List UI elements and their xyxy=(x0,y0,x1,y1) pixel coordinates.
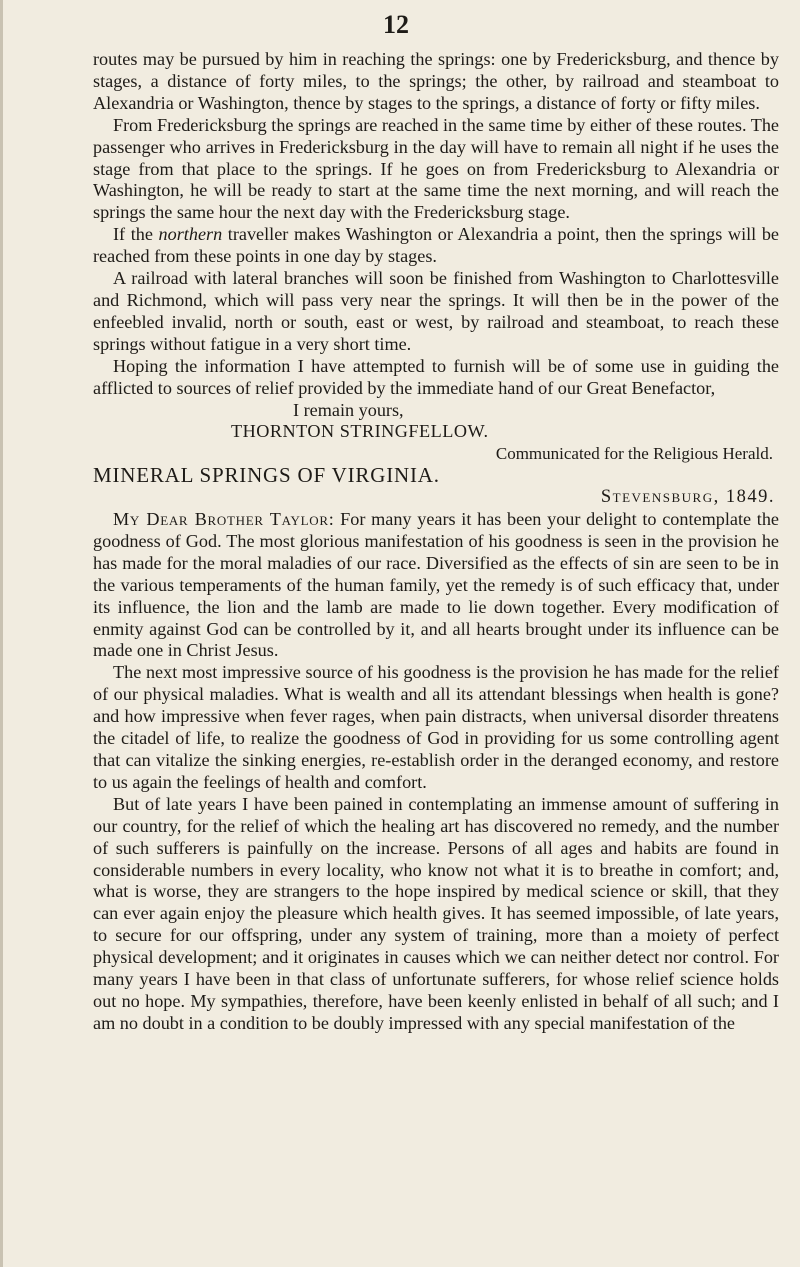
dateline: Stevensburg, 1849. xyxy=(600,487,775,508)
paragraph: routes may be pursued by him in reaching the springs: one by Fredericksburg, and thence by stages, a distance of forty miles, to the springs; the other, by railroad and steamboat to Alexandria or Washington, thence by stages to the springs, a distance of forty or fifty miles. xyxy=(93,49,779,113)
paragraph: But of late years I have been pained in contemplating an immense amount of suffering in our country, for the relief of which the healing art has discovered no remedy, and the number of such sufferers is painfully on the increase. Persons of all ages and habits are found in considerable numbers in every locality, who know not what it is to breathe in comfort; and, what is worse, they are strangers to the hope inspired by medical science or skill, that they can ever again enjoy the pleasure which health gives. It has seemed impossible, of late years, to secure for our offspring, under any system of training, more than a moiety of perfect physical development; and it originates in causes which we can neither detect nor control. For many years I have been in that class of unfortunate sufferers, for whose relief science holds out no hope. My sympathies, therefore, have been keenly enlisted in behalf of all such; and I am no doubt in a condition to be doubly impressed with any special manifestation of the xyxy=(93,793,779,1033)
section-heading: MINERAL SPRINGS OF VIRGINIA. xyxy=(93,463,440,488)
paragraph: The next most impressive source of his goodness is the provision he has made for the relief of our physical maladies. What is wealth and all its attendant blessings when health is gone? and how impressive when fever rages, when pain distracts, when universal disorder threatens the citadel of life, to realize the goodness of God in providing for us some controlling agent that can vitalize the sinking energies, re-establish order in the deranged economy, and restore to us again the feelings of health and comfort. xyxy=(93,662,779,792)
page-edge xyxy=(0,0,3,1267)
communicated-note: Communicated for the Religious Herald. xyxy=(495,444,773,464)
body-text xyxy=(93,49,779,1035)
paragraph xyxy=(93,224,779,268)
paragraph-text: For many years it has been your delight to contemplate the goodness of God. The most glorious manifestation of his goodness is seen in the provision he has made for the moral maladies of our race. Diversified as the effects of sin are seen to be in the various temperaments of the human family, yet the remedy is of such efficacy that, under its influence, the lion and the lamb are made to lie down together. Every modification of enmity against God can be controlled by it, and all hearts brought under its influence can be made one in Christ Jesus. xyxy=(93,509,779,661)
paragraph: A railroad with lateral branches will soon be finished from Washington to Charlottesville and Richmond, which will pass very near the springs. It will then be in the power of the enfeebled invalid, north or south, east or west, by railroad and steamboat, to reach these springs without fatigue in a very short time. xyxy=(93,268,779,354)
paragraph: From Fredericksburg the springs are reached in the same time by either of these routes. The passenger who arrives in Fredericksburg in the day will have to remain all night if he uses the stage from that place to the springs. If he goes on from Fredericksburg to Alexandria or Washington, he will be ready to start at the same time the next morning, and will reach the springs the same hour the next day with the Fredericksburg stage. xyxy=(93,114,780,223)
signature: THORNTON STRINGFELLOW. xyxy=(231,421,489,442)
salutation: My Dear Brother Taylor: xyxy=(113,509,335,530)
paragraph xyxy=(93,509,779,662)
paragraph-text: If the xyxy=(113,224,159,245)
paragraph: Hoping the information I have attempted to furnish will be of some use in guiding the afflicted to sources of relief provided by the immediate hand of our Great Benefactor, xyxy=(93,355,779,398)
page-number: 12 xyxy=(383,10,409,39)
letter-closing: I remain yours, xyxy=(293,399,404,420)
emphasized-word: northern xyxy=(158,224,223,245)
paragraph-text: traveller makes Washington or Alexandria a point, then the springs will be reached from these points in one day by stages. xyxy=(93,224,779,267)
